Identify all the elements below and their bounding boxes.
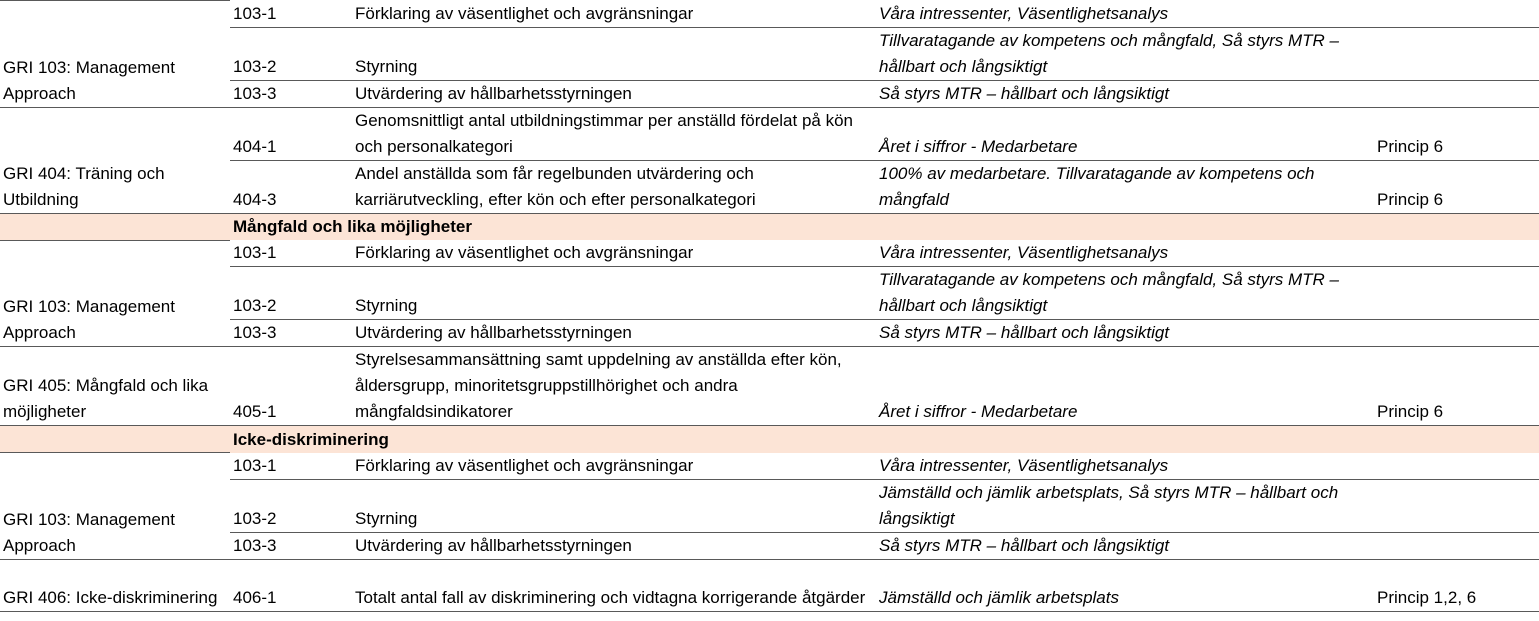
principle-cell: Princip 1,2, 6 — [1374, 559, 1539, 611]
gri-index-body — [0, 1, 1539, 612]
reference-cell: Tillvaratagande av kompetens och mångfald, Så styrs MTR – hållbart och långsiktigt — [876, 27, 1374, 80]
disclosure-row — [0, 559, 1539, 611]
disclosure-description: Styrelsesammansättning samt uppdelning av anställda efter kön, åldersgrupp, minoritetsgruppstillhörighet och andra mångfaldsindikatorer — [352, 347, 876, 426]
disclosure-row — [0, 240, 1539, 267]
disclosure-description: Förklaring av väsentlighet och avgränsningar — [352, 1, 876, 28]
principle-cell — [1374, 1, 1539, 28]
disclosure-row — [0, 107, 1539, 160]
principle-cell — [1374, 267, 1539, 320]
reference-cell: Året i siffror - Medarbetare — [876, 347, 1374, 426]
disclosure-description: Genomsnittligt antal utbildningstimmar per anställd fördelat på kön och personalkategori — [352, 107, 876, 160]
principle-cell — [1374, 240, 1539, 267]
disclosure-description: Styrning — [352, 27, 876, 80]
disclosure-row — [0, 320, 1539, 347]
gri-topic-cell: GRI 405: Mångfald och lika möjligheter — [0, 347, 230, 426]
principle-cell: Princip 6 — [1374, 107, 1539, 160]
disclosure-description: Utvärdering av hållbarhetsstyrningen — [352, 80, 876, 107]
gri-topic-cell: GRI 103: Management Approach — [0, 453, 230, 560]
section-blank-cell — [0, 426, 230, 453]
reference-cell: Jämställd och jämlik arbetsplats, Så styrs MTR – hållbart och långsiktigt — [876, 479, 1374, 532]
principle-cell — [1374, 27, 1539, 80]
disclosure-description: Styrning — [352, 267, 876, 320]
reference-cell: 100% av medarbetare. Tillvaratagande av kompetens och mångfald — [876, 160, 1374, 213]
disclosure-description: Förklaring av väsentlighet och avgränsningar — [352, 240, 876, 267]
reference-cell: Tillvaratagande av kompetens och mångfald, Så styrs MTR – hållbart och långsiktigt — [876, 267, 1374, 320]
disclosure-row — [0, 27, 1539, 80]
disclosure-row — [0, 453, 1539, 480]
disclosure-code: 103-1 — [230, 1, 352, 28]
disclosure-code: 404-1 — [230, 107, 352, 160]
reference-cell: Våra intressenter, Väsentlighetsanalys — [876, 240, 1374, 267]
disclosure-code: 404-3 — [230, 160, 352, 213]
reference-cell: Så styrs MTR – hållbart och långsiktigt — [876, 320, 1374, 347]
reference-cell: Så styrs MTR – hållbart och långsiktigt — [876, 532, 1374, 559]
disclosure-code: 103-2 — [230, 479, 352, 532]
reference-cell: Våra intressenter, Väsentlighetsanalys — [876, 1, 1374, 28]
principle-cell — [1374, 479, 1539, 532]
disclosure-row — [0, 479, 1539, 532]
disclosure-code: 103-3 — [230, 80, 352, 107]
principle-cell — [1374, 453, 1539, 480]
disclosure-description: Utvärdering av hållbarhetsstyrningen — [352, 532, 876, 559]
section-blank-cell — [0, 213, 230, 240]
disclosure-row — [0, 532, 1539, 559]
disclosure-code: 103-1 — [230, 240, 352, 267]
principle-cell — [1374, 532, 1539, 559]
disclosure-description: Utvärdering av hållbarhetsstyrningen — [352, 320, 876, 347]
disclosure-code: 103-3 — [230, 320, 352, 347]
disclosure-description: Totalt antal fall av diskriminering och vidtagna korrigerande åtgärder — [352, 559, 876, 611]
gri-topic-cell: GRI 406: Icke-diskriminering — [0, 559, 230, 611]
reference-cell: Jämställd och jämlik arbetsplats — [876, 559, 1374, 611]
disclosure-code: 103-2 — [230, 27, 352, 80]
reference-cell: Året i siffror - Medarbetare — [876, 107, 1374, 160]
principle-cell — [1374, 80, 1539, 107]
section-header-row — [0, 213, 1539, 240]
disclosure-code: 103-3 — [230, 532, 352, 559]
section-title: Icke-diskriminering — [230, 426, 1539, 453]
disclosure-row — [0, 1, 1539, 28]
disclosure-row — [0, 160, 1539, 213]
disclosure-description: Förklaring av väsentlighet och avgränsningar — [352, 453, 876, 480]
disclosure-row — [0, 347, 1539, 426]
reference-cell: Våra intressenter, Väsentlighetsanalys — [876, 453, 1374, 480]
section-header-row — [0, 426, 1539, 453]
disclosure-row — [0, 80, 1539, 107]
section-title: Mångfald och lika möjligheter — [230, 213, 1539, 240]
disclosure-code: 103-1 — [230, 453, 352, 480]
disclosure-code: 405-1 — [230, 347, 352, 426]
disclosure-code: 406-1 — [230, 559, 352, 611]
gri-topic-cell: GRI 404: Träning och Utbildning — [0, 107, 230, 213]
principle-cell: Princip 6 — [1374, 160, 1539, 213]
gri-topic-cell: GRI 103: Management Approach — [0, 1, 230, 108]
disclosure-code: 103-2 — [230, 267, 352, 320]
principle-cell — [1374, 320, 1539, 347]
principle-cell: Princip 6 — [1374, 347, 1539, 426]
gri-topic-cell: GRI 103: Management Approach — [0, 240, 230, 347]
reference-cell: Så styrs MTR – hållbart och långsiktigt — [876, 80, 1374, 107]
disclosure-row — [0, 267, 1539, 320]
disclosure-description: Andel anställda som får regelbunden utvärdering och karriärutveckling, efter kön och efter personalkategori — [352, 160, 876, 213]
disclosure-description: Styrning — [352, 479, 876, 532]
